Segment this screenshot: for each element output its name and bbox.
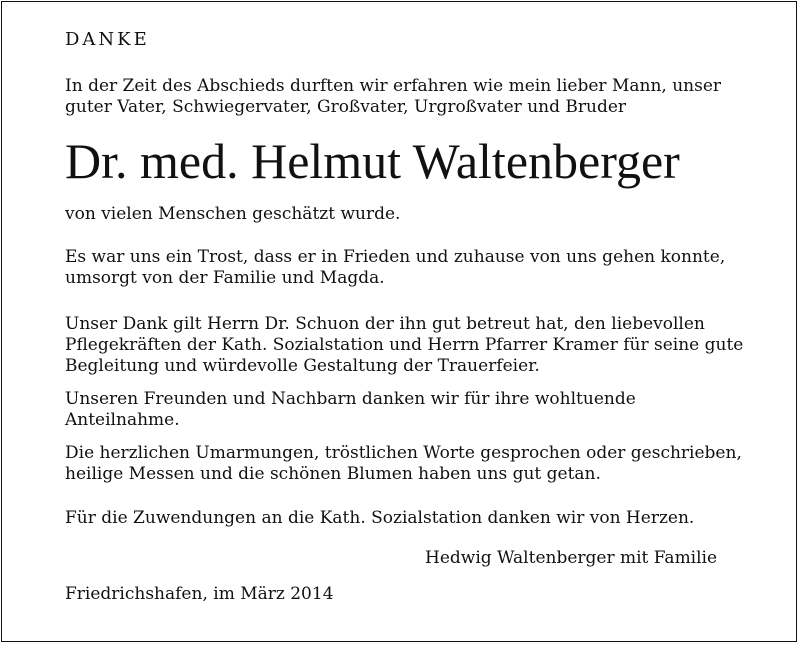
comfort-line: umsorgt von der Familie und Magda. xyxy=(65,268,385,288)
comfort-paragraph xyxy=(65,247,765,289)
thanks-care-line: Begleitung und würdevolle Gestaltung der Trauerfeier. xyxy=(65,356,540,376)
thanks-friends-paragraph xyxy=(65,389,765,431)
intro-line: In der Zeit des Abschieds durften wir erfahren wie mein lieber Mann, unser xyxy=(65,76,722,96)
after-name-line: von vielen Menschen geschätzt wurde. xyxy=(65,204,401,224)
notice-frame xyxy=(1,1,797,642)
donations-paragraph xyxy=(65,508,765,529)
notice-heading: DANKE xyxy=(65,29,150,50)
thanks-care-line: Pflegekräften der Kath. Sozialstation und Herrn Pfarrer Kramer für seine gute xyxy=(65,335,744,355)
thanks-care-line: Unser Dank gilt Herrn Dr. Schuon der ihn gut betreut hat, den liebevollen xyxy=(65,314,705,334)
thanks-friends-line: Unseren Freunden und Nachbarn danken wir für ihre wohltuende xyxy=(65,389,636,409)
donations-line: Für die Zuwendungen an die Kath. Sozialstation danken wir von Herzen. xyxy=(65,508,695,528)
thanks-care-paragraph xyxy=(65,314,765,377)
place-date: Friedrichshafen, im März 2014 xyxy=(65,584,334,604)
thanks-friends-line: Anteilnahme. xyxy=(65,410,180,430)
notice-content xyxy=(65,28,765,605)
embraces-line: heilige Messen und die schönen Blumen haben uns gut getan. xyxy=(65,464,601,484)
comfort-line: Es war uns ein Trost, dass er in Frieden und zuhause von uns gehen konnte, xyxy=(65,247,726,267)
deceased-name: Dr. med. Helmut Waltenberger xyxy=(65,133,680,189)
intro-line: guter Vater, Schwiegervater, Großvater, Urgroßvater und Bruder xyxy=(65,97,627,117)
after-name-text xyxy=(65,204,765,225)
embraces-paragraph xyxy=(65,443,765,485)
intro-paragraph xyxy=(65,76,765,118)
signature: Hedwig Waltenberger mit Familie xyxy=(425,548,718,568)
embraces-line: Die herzlichen Umarmungen, tröstlichen Worte gesprochen oder geschrieben, xyxy=(65,443,742,463)
